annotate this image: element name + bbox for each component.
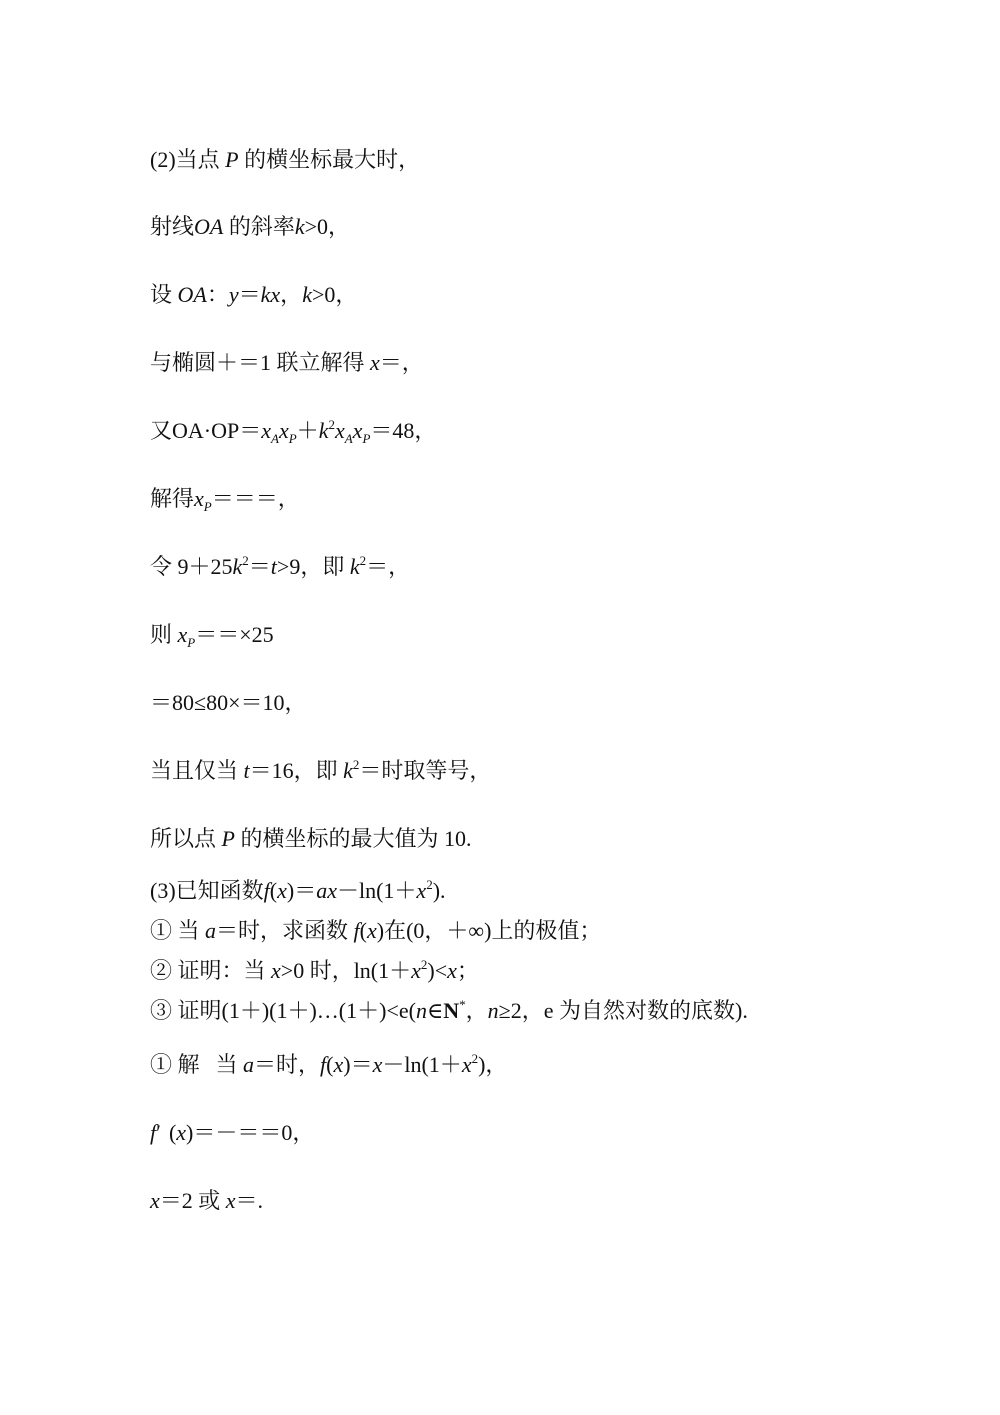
text: ＝: [238, 282, 261, 307]
text: )＝: [286, 878, 317, 903]
var-x: x: [271, 958, 281, 983]
var-x: x: [194, 486, 204, 511]
var-t: t: [243, 758, 250, 783]
var-P: P: [225, 147, 239, 172]
sup-2: 2: [471, 1051, 479, 1066]
text: ＝＝＝，: [211, 486, 300, 511]
sup-2: 2: [426, 877, 433, 892]
line-7: [150, 552, 410, 582]
var-x: x: [372, 1052, 383, 1077]
sub-P: P: [203, 499, 212, 514]
text: ＝时取等号，: [359, 758, 492, 783]
var-n: n: [415, 998, 427, 1023]
var-x: x: [447, 958, 457, 983]
var-x: x: [277, 878, 287, 903]
line-12: [150, 876, 446, 906]
text: >0，: [311, 282, 358, 307]
sup-2: 2: [359, 553, 367, 568]
text: 射线: [150, 214, 195, 239]
line-1: [150, 145, 420, 175]
sup-2: 2: [328, 417, 335, 432]
line-3: [150, 280, 357, 310]
line-16: [150, 1050, 507, 1080]
text: ：: [206, 282, 229, 307]
text: )<: [427, 958, 448, 983]
text: 又OA·OP＝: [150, 418, 262, 443]
text: ② 证明：当: [150, 958, 266, 983]
var-t: t: [270, 554, 277, 579]
sub-P: P: [362, 431, 371, 446]
line-6: [150, 484, 300, 514]
line-8: [150, 620, 274, 650]
text: >0 时，ln(1＋: [280, 958, 412, 983]
text: 的横坐标最大时，: [244, 147, 421, 172]
sub-A: A: [271, 431, 279, 446]
text: (: [168, 1120, 177, 1145]
line-17: [150, 1118, 314, 1148]
text: ≥2，e 为自然对数的底数).: [498, 998, 748, 1023]
text: ＝.: [235, 1188, 264, 1213]
text: (2)当点: [150, 147, 220, 172]
var-a: a: [243, 1052, 255, 1077]
var-f: f: [353, 918, 360, 943]
text: ＝，: [379, 350, 424, 375]
set-N: N: [443, 998, 460, 1023]
var-x: x: [411, 958, 421, 983]
text: ＝: [248, 554, 271, 579]
var-x: x: [416, 878, 427, 903]
var-x: x: [366, 918, 377, 943]
text: 当且仅当: [150, 758, 239, 783]
var-f: f: [263, 878, 270, 903]
text: ＝2 或: [159, 1188, 221, 1213]
var-x: x: [334, 418, 345, 443]
var-y: y: [228, 282, 239, 307]
text: ，: [465, 998, 488, 1023]
text: 设: [150, 282, 173, 307]
var-P: P: [221, 826, 235, 851]
var-kx: kx: [260, 282, 281, 307]
text: 与椭圆＋＝1 联立解得: [150, 350, 365, 375]
text: 的横坐标的最大值为 10.: [240, 826, 472, 851]
line-5: [150, 416, 436, 446]
var-k: k: [294, 214, 305, 239]
text: ，: [280, 282, 303, 307]
var-k: k: [318, 418, 329, 443]
line-9: [150, 688, 306, 718]
text: 解得: [150, 486, 195, 511]
text: ＝时，求函数: [216, 918, 349, 943]
var-k: k: [349, 554, 360, 579]
var-x: x: [461, 1052, 472, 1077]
sup-2: 2: [352, 757, 360, 772]
line-11: [150, 824, 471, 854]
var-k: k: [343, 758, 353, 783]
line-10: [150, 756, 491, 786]
sup-2: 2: [420, 957, 428, 972]
text: )在(0，＋∞)上的极值；: [376, 918, 602, 943]
var-x: x: [278, 418, 289, 443]
var-x: x: [176, 1120, 187, 1145]
text: (: [326, 1052, 334, 1077]
var-ax: ax: [316, 878, 337, 903]
text: 的斜率: [228, 214, 295, 239]
text: 则: [150, 622, 173, 647]
text: ＋: [296, 418, 319, 443]
text: )＝: [343, 1052, 373, 1077]
text: ① 解: [150, 1052, 200, 1077]
var-x: x: [177, 622, 188, 647]
text: －ln(1＋: [382, 1052, 462, 1077]
var-x: x: [370, 350, 380, 375]
text: >9，即: [276, 554, 345, 579]
var-f: f: [320, 1052, 327, 1077]
text: ③ 证明(1＋)(1＋)…(1＋)<e(: [150, 998, 416, 1023]
line-14: [150, 956, 479, 986]
text: ＝，: [366, 554, 411, 579]
line-18: [150, 1186, 263, 1216]
line-4: [150, 348, 424, 378]
text: >0，: [304, 214, 351, 239]
var-OA: OA: [177, 282, 207, 307]
line-2: [150, 212, 350, 242]
sub-P: P: [187, 635, 196, 650]
var-k: k: [302, 282, 312, 307]
text: (: [359, 918, 367, 943]
var-k: k: [232, 554, 243, 579]
var-x: x: [150, 1188, 160, 1213]
text: ；: [456, 958, 479, 983]
var-f: f: [150, 1120, 157, 1145]
prime: ′: [156, 1120, 161, 1145]
line-13: [150, 916, 601, 946]
var-x: x: [352, 418, 363, 443]
text: 当: [215, 1052, 238, 1077]
text: ＝16，即: [249, 758, 338, 783]
var-n: n: [487, 998, 499, 1023]
text: ① 当: [150, 918, 200, 943]
sub-P: P: [288, 431, 297, 446]
text: ).: [432, 878, 446, 903]
var-a: a: [205, 918, 217, 943]
sub-A: A: [344, 431, 353, 446]
var-x: x: [225, 1188, 236, 1213]
sup-2: 2: [242, 553, 249, 568]
sup-star: *: [459, 997, 466, 1012]
text: ＝时，: [254, 1052, 321, 1077]
text: )＝－＝＝0，: [186, 1120, 315, 1145]
text: －ln(1＋: [336, 878, 417, 903]
text: (: [269, 878, 278, 903]
text: 令 9＋25: [150, 554, 233, 579]
text: ＝80≤80×＝10，: [150, 690, 307, 715]
text: ∈: [426, 998, 444, 1023]
text: (3)已知函数: [150, 878, 264, 903]
line-15: [150, 996, 748, 1026]
var-OA: OA: [194, 214, 224, 239]
var-x: x: [261, 418, 271, 443]
text: )，: [478, 1052, 508, 1077]
text: ＝＝×25: [195, 622, 274, 647]
text: ＝48，: [370, 418, 437, 443]
text: 所以点: [150, 826, 217, 851]
var-x: x: [333, 1052, 344, 1077]
